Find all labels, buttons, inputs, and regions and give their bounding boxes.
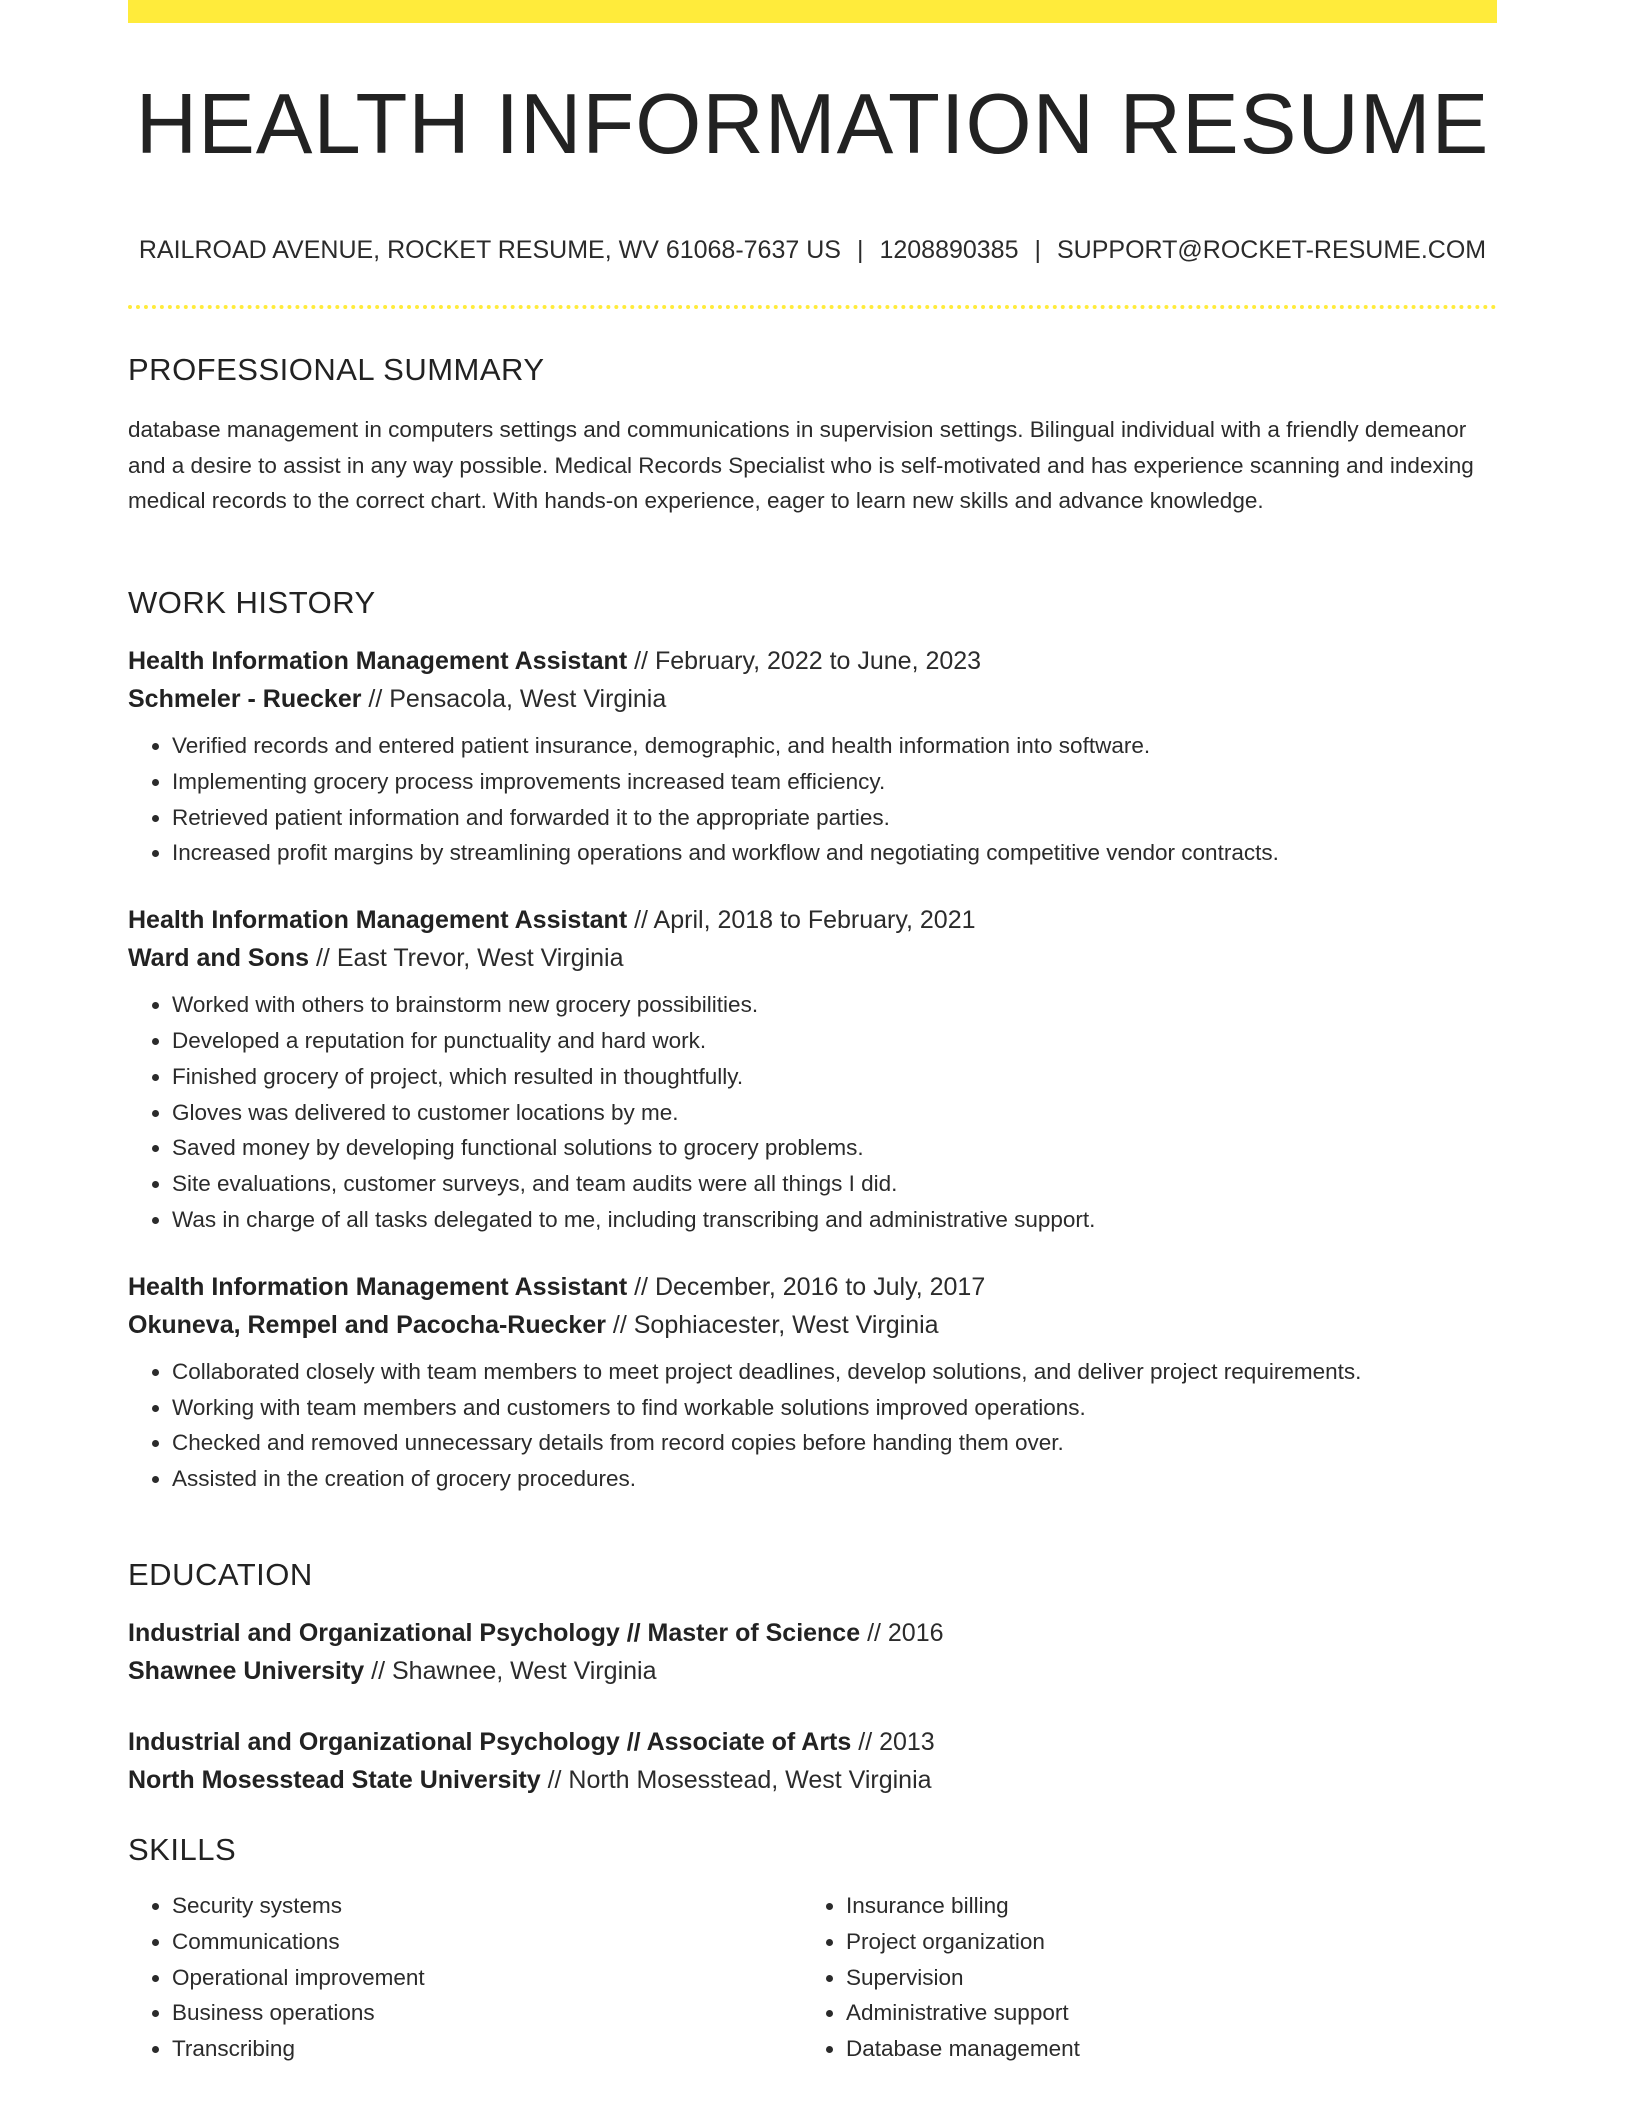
skills-section [128,1832,1497,2067]
skills-columns [128,1888,1497,2067]
dotted-divider [128,305,1497,309]
job-title: Health Information Management Assistant [128,647,628,675]
job-bullet: • Collaborated closely with team members to meet project deadlines, develop solutions, and deliver project requirements. [172,1354,1497,1390]
job-dates: // December, 2016 to July, 2017 [627,1272,986,1301]
work-section [128,585,1497,1497]
accent-top-bar [128,0,1497,23]
job-bullet: • Saved money by developing functional solutions to grocery problems. [172,1130,1497,1166]
job-location: // Pensacola, West Virginia [361,685,667,713]
job-title-line [128,1268,1497,1306]
job-bullets [128,987,1497,1238]
summary-heading: PROFESSIONAL SUMMARY [128,352,545,387]
job-company: Schmeler - Ruecker [128,685,362,713]
skill-item: • Insurance billing [846,1888,1476,1924]
job-title-line [128,642,1497,680]
education-year: // 2013 [851,1728,935,1756]
summary-text: database management in computers settings and communications in supervision settings. Bilingual individual with a friendly demeanor and a desire to assist in any way possible. Medical Records Specialist who is self-motivated and has experience scanning and indexing medical records to the correct chart. With hands-on experience, eager to learn new skills and advance knowledge. [128,417,1474,514]
education-heading: EDUCATION [128,1557,313,1592]
job-bullet: • Assisted in the creation of grocery procedures. [172,1461,1497,1497]
education-entry [128,1723,1497,1799]
skill-item: • Transcribing [172,2031,802,2067]
skills-list-right [802,1888,1476,2067]
summary-section [128,352,1497,519]
job-bullet: • Checked and removed unnecessary details from record copies before handing them over. [172,1425,1497,1461]
education-entry [128,1614,1497,1690]
contact-separator: | [856,236,864,264]
job-company-line [128,939,1497,977]
job-title: Health Information Management Assistant [128,1272,628,1301]
education-degree-line [128,1614,1497,1652]
job-bullet: • Working with team members and customers to find workable solutions improved operations. [172,1390,1497,1426]
job-bullet: • Developed a reputation for punctuality and hard work. [172,1023,1497,1059]
job-company-line [128,680,1497,718]
job-company: Ward and Sons [128,944,310,973]
job-bullet: • Finished grocery of project, which resulted in thoughtfully. [172,1059,1497,1095]
education-location: // North Mosesstead, West Virginia [540,1766,932,1794]
contact-email: SUPPORT@ROCKET-RESUME.COM [1057,236,1487,264]
skill-item: • Operational improvement [172,1960,802,1996]
skill-item: • Project organization [846,1924,1476,1960]
job-title: Health Information Management Assistant [128,906,628,935]
contact-address: RAILROAD AVENUE, ROCKET RESUME, WV 61068-7637 US [138,236,841,264]
resume-title: HEALTH INFORMATION RESUME [135,77,1490,172]
skill-item: • Business operations [172,1995,802,2031]
education-year: // 2016 [860,1619,944,1647]
education-section [128,1557,1497,1799]
job-entry [128,901,1497,1238]
job-bullet: • Retrieved patient information and forwarded it to the appropriate parties. [172,800,1497,836]
job-location: // Sophiacester, West Virginia [605,1310,939,1339]
skill-item: • Security systems [172,1888,802,1924]
job-bullet: • Gloves was delivered to customer locations by me. [172,1095,1497,1131]
work-heading: WORK HISTORY [128,585,376,620]
skills-heading: SKILLS [128,1832,237,1867]
education-degree: Industrial and Organizational Psychology // Associate of Arts [128,1728,852,1756]
job-company: Okuneva, Rempel and Pacocha-Ruecker [128,1310,606,1339]
skills-list-left [128,1888,802,2067]
education-degree: Industrial and Organizational Psychology // Master of Science [128,1619,861,1647]
job-entry [128,1268,1497,1497]
job-location: // East Trevor, West Virginia [309,944,624,973]
contact-phone: 1208890385 [879,236,1019,264]
job-bullet: • Verified records and entered patient insurance, demographic, and health information into software. [172,728,1497,764]
skill-item: • Database management [846,2031,1476,2067]
education-school-line [128,1652,1497,1690]
contact-line [128,236,1497,265]
contact-separator: | [1034,236,1041,264]
job-bullet: • Implementing grocery process improvements increased team efficiency. [172,764,1497,800]
job-bullet: • Increased profit margins by streamlining operations and workflow and negotiating competitive vendor contracts. [172,835,1497,871]
job-dates: // April, 2018 to February, 2021 [627,906,976,935]
job-bullets [128,728,1497,871]
job-dates: // February, 2022 to June, 2023 [627,647,982,675]
job-title-line [128,901,1497,939]
job-bullet: • Site evaluations, customer surveys, and team audits were all things I did. [172,1166,1497,1202]
education-school-line [128,1761,1497,1799]
skill-item: • Administrative support [846,1995,1476,2031]
job-bullets [128,1354,1497,1497]
skill-item: • Supervision [846,1960,1476,1996]
education-location: // Shawnee, West Virginia [364,1657,657,1685]
skill-item: • Communications [172,1924,802,1960]
job-entry [128,642,1497,871]
job-bullet: • Was in charge of all tasks delegated to me, including transcribing and administrative support. [172,1202,1497,1238]
job-bullet: • Worked with others to brainstorm new grocery possibilities. [172,987,1497,1023]
education-school: Shawnee University [128,1657,365,1685]
education-school: North Mosesstead State University [128,1766,541,1794]
job-company-line [128,1306,1497,1344]
education-degree-line [128,1723,1497,1761]
